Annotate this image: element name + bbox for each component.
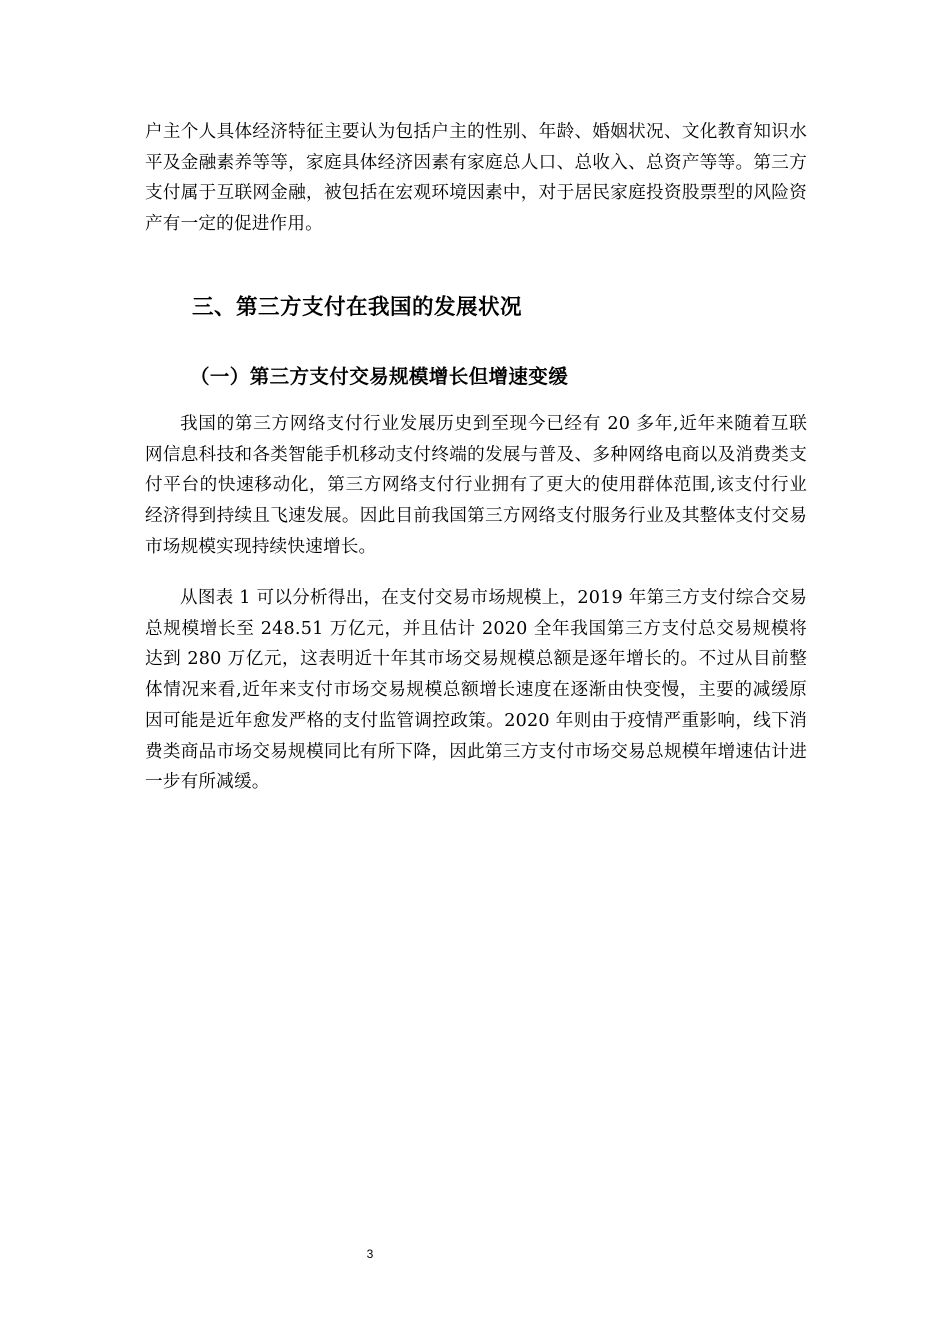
subsection-heading: （一）第三方支付交易规模增长但增速变缓 [190, 365, 569, 388]
section-heading: 三、第三方支付在我国的发展状况 [192, 295, 523, 320]
page-number: 3 [366, 1247, 374, 1261]
body-paragraph-2: 我国的第三方网络支付行业发展历史到至现今已经有 20 多年,近年来随着互联网信息科技和各类智能手机移动支付终端的发展与普及、多种网络电商以及消费类支付平台的快速移动化，第三方网络支付行业拥有了更大的使用群体范围,该支付行业经济得到持续且飞速发展。因此目前我国第三方网络支付服务行业及其整体支付交易市场规模实现持续快速增长。 [145, 414, 807, 557]
body-paragraph-1: 户主个人具体经济特征主要认为包括户主的性别、年龄、婚姻状况、文化教育知识水平及金融素养等等，家庭具体经济因素有家庭总人口、总收入、总资产等等。第三方支付属于互联网金融，被包括在宏观环境因素中，对于居民家庭投资股票型的风险资产有一定的促进作用。 [145, 122, 807, 235]
body-paragraph-3: 从图表 1 可以分析得出，在支付交易市场规模上，2019 年第三方支付综合交易总规模增长至 248.51 万亿元，并且估计 2020 全年我国第三方支付总交易规模将达到 280 万亿元，这表明近十年其市场交易规模总额是逐年增长的。不过从目前整体情况来看,近年来支付市场交易规模总额增长速度在逐渐由快变慢，主要的减缓原因可能是近年愈发严格的支付监管调控政策。2020 年则由于疫情严重影响，线下消费类商品市场交易规模同比有所下降，因此第三方支付市场交易总规模年增速估计进一步有所减缓。 [145, 588, 807, 793]
